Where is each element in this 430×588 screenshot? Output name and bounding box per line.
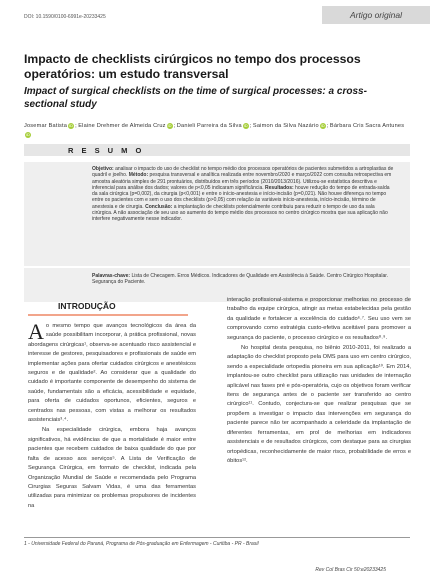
orcid-icon[interactable]: iD: [167, 122, 172, 128]
footnote-divider: [24, 537, 410, 538]
paragraph: Na especialidade cirúrgica, embora haja avanços significativos, há evidências de que a mortalidade é maior entre pacientes que recebem cuidados de baixa qualidade do que por falta de acesso aos serviços⁵. A Lista de Verificação de Segurança Cirúrgica, em formato de checklist, indicada pela Organização Mundial de Saúde e recomendada pelo Programa Cirurgias Seguras Salvam Vidas, é uma das ferramentas utilizadas para minimizar os problemas propulsores de incidentes na: [28, 427, 196, 509]
objective-text: analisar o impacto do uso de checklist no tempo médio dos processos operatórios de pacientes submetidos a artroplastias de quadril e joelho.: [92, 166, 394, 179]
orcid-icon[interactable]: iD: [320, 122, 325, 128]
journal-page-reference: Rev Col Bras Cir 50:e20233425: [315, 567, 386, 573]
orcid-icon[interactable]: iD: [25, 131, 31, 137]
keywords-label: Palavras-chave:: [92, 273, 131, 279]
author-name: Josemar Batista: [24, 123, 68, 129]
keywords-list: Lista de Checagem. Erros Médicos. Indicadores de Qualidade em Assistência à Saúde. Centro Cirúrgico Hospitalar. Segurança do Paciente.: [92, 273, 389, 286]
introduction-heading: INTRODUÇÃO: [58, 301, 116, 311]
orcid-icon[interactable]: iD: [243, 122, 248, 128]
keywords-text: [92, 273, 396, 286]
heading-underline: [28, 314, 188, 316]
paragraph: No hospital desta pesquisa, no biênio 2010-2011, foi realizado a adaptação do checklist proposto pela OMS para uso em centro cirúrgico, sendo a especialidade ortopedia pioneira em sua aplicação¹⁰. Em 2014, implantou-se outro checklist para utilização nas unidades de internação aplicável nas fases pré e pós-operatória, cujo os objetivos foram verificar itens de segurança antes de o paciente ser transferido ao centro cirúrgico¹¹. Contudo, conjectura-se que realizar pesquisas que se propõem a investigar o impacto das intervenções em segurança do paciente parece não ter acompanhado a celeridade da implantação de diferentes ferramentas, em prol de melhorias em indicadores assistenciais e de resultados cirúrgicos, com destaque para as cirurgias ortopédicas, reconhecidamente de maior risco, probabilidade de erros e óbitos¹².: [227, 345, 411, 464]
author-name: Bárbara Cris: [329, 123, 364, 129]
objective-label: Objetivo:: [92, 166, 114, 172]
paragraph-text: o mesmo tempo que avanços tecnológicos da área da saúde possibilitam incorporar, à prática profissional, novas abordagens cirúrgicas¹, observa-se acentuado risco assistencial e interesse de gestores, pesquisadores e profissionais de saúde em implementar ações para ofertar cuidados cirúrgicos e anestésicos seguros e de qualidade². Ao considerar que a qualidade do cuidado é importante componente de desempenho do sistema de saúde, fundamentais são a eficácia, acessibilidade e equidade, para oferta de cuidados oportunos, eficientes, seguros e centrados nas pessoas, com vistas a melhorar os resultados assistenciais³˒⁴.: [28, 323, 196, 424]
author-list: Josemar Batista iD ; Elaine Drehmer de Almeida Cruz iD ; Danieli Parreira da Silva iD ; Saimon da Silva Nazário iD ; Bárbara Cris Sacra AntunesiD: [24, 122, 405, 137]
abstract-text: [92, 166, 396, 223]
results-label: Resultados:: [265, 184, 294, 191]
methods-text: pesquisa transversal e analítica realizada entre novembro/2020 e março/2022 com consulta retrospectiva em amostra aleatória simples de 291 prontuários, distribuídos em três períodos (2010/2013/2016). Utilizou-se estatística descritiva e inferencial para análise dos dados; valores de p<0,05 indicaram significância.: [92, 172, 392, 191]
methods-label: Método:: [128, 172, 149, 179]
author-name: Sacra Antunes: [365, 123, 405, 129]
author-name: Elaine Drehmer de Almeida Cruz: [78, 123, 166, 129]
doi-line: DOI: 10.1590/0100-6991e-20233425: [24, 14, 106, 20]
body-column-left: [28, 319, 196, 512]
abstract-box: [24, 162, 410, 266]
results-text: houve redução do tempo de entrada-saída da sala cirúrgica (p=0,002), da cirurgia (p<0,001) e entre o início-anestesia e início-incisão (p=0,021). Não houve diferença no tempo entre os pacientes com e sem o uso dos checklists (p>0,05) com relação às variáveis início-anestesia, início-incisão, término de anestesia e de cirurgia.: [92, 184, 390, 210]
author-name: Saimon da Silva Nazário: [252, 123, 319, 129]
article-type-tag: Artigo original: [322, 6, 430, 24]
body-column-right: [227, 296, 411, 467]
resumo-heading: R E S U M O: [68, 146, 145, 155]
drop-cap: A: [28, 319, 44, 344]
affiliation-footnote: 1 - Universidade Federal do Paraná, Programa de Pós-graduação em Enfermagem - Curitiba - PR - Brasil: [24, 541, 259, 547]
conclusion-label: Conclusão:: [145, 203, 173, 210]
paragraph: [28, 319, 196, 425]
paragraph: interação profissional-sistema e proporcionar melhorias no processo de trabalho da equipe cirúrgica, atingir as metas estabelecidas pela gestão da qualidade e fortalecer a excelência do cuidado⁶˒⁷. Seu uso vem se comprovando como estratégia custo-efetiva aceitável para promover a segurança do paciente, o processo cirúrgico e os resultados⁸˒⁹.: [227, 297, 411, 341]
author-name: Danieli Parreira da Silva: [176, 123, 242, 129]
orcid-icon[interactable]: iD: [69, 122, 74, 128]
title-portuguese: Impacto de checklists cirúrgicos no tempo dos processos operatórios: um estudo transversal: [24, 52, 361, 81]
conclusion-text: a implantação de checklists potencialmente contribuiu para reduzir o tempo de uso da sala cirúrgica. A não associação de seu uso ao aumento do tempo médio dos processos no centro cirúrgico mostra que sua aplicação não interfere negativamente nesse indicador.: [92, 203, 388, 223]
title-english: Impact of surgical checklists on the time of surgical processes: a cross-sectional study: [24, 86, 367, 110]
